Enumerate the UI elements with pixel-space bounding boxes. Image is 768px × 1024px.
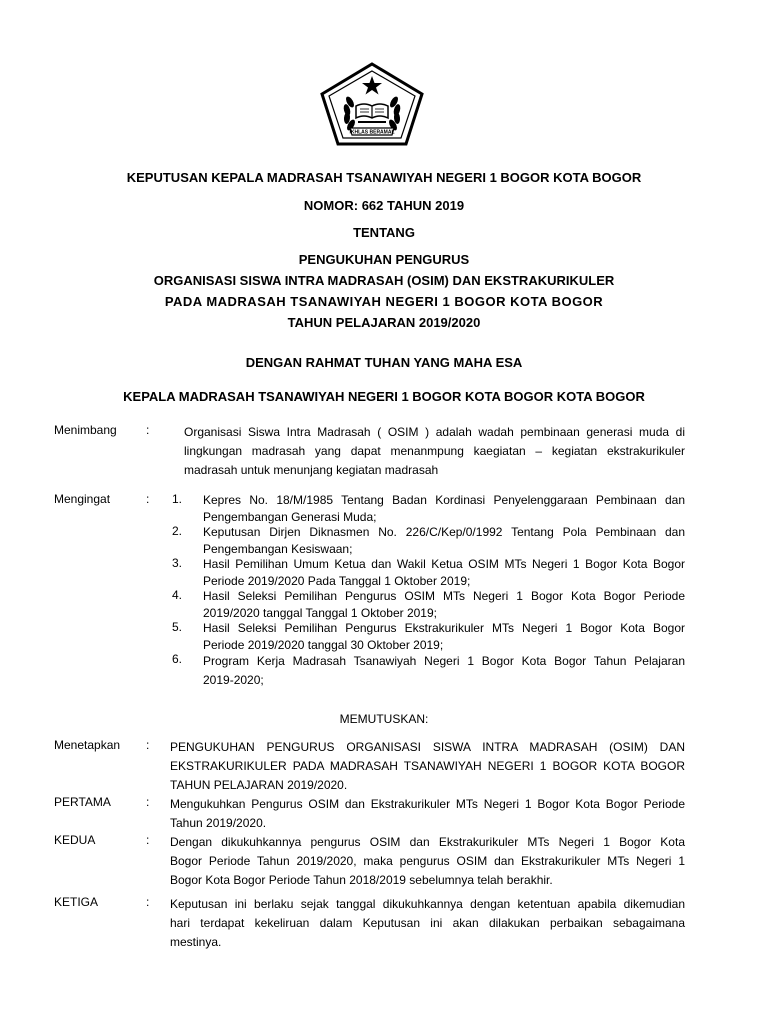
document-title: KEPUTUSAN KEPALA MADRASAH TSANAWIYAH NEGERI 1 BOGOR KOTA BOGOR bbox=[126, 170, 642, 185]
section-label: Menetapkan bbox=[54, 738, 121, 752]
section-colon: : bbox=[146, 492, 150, 506]
svg-text:IKHLAS BERAMAL: IKHLAS BERAMAL bbox=[349, 129, 395, 136]
menetapkan-section bbox=[54, 738, 704, 798]
menetapkan-text: PENGUKUHAN PENGURUS ORGANISASI SISWA INTRA MADRASAH (OSIM) DAN EKSTRAKURIKULER PADA MADRASAH TSANAWIYAH NEGERI 1 BOGOR KOTA BOGOR TAHUN PELAJARAN 2019/2020. bbox=[170, 740, 685, 792]
section-label: KEDUA bbox=[54, 833, 96, 847]
section-label: KETIGA bbox=[54, 895, 99, 909]
subject-line-1: PENGUKUHAN PENGURUS bbox=[298, 252, 470, 267]
kedua-text: Dengan dikukuhkannya pengurus OSIM dan Ekstrakurikuler MTs Negeri 1 Bogor Kota Bogor Periode Tahun 2019/2020, maka pengurus OSIM dan Ekstrakurikuler MTs Negeri 1 Bogor Kota Bogor Periode Tahun 2018/2019 sebelumnya telah berakhir. bbox=[170, 835, 685, 887]
section-colon: : bbox=[146, 833, 150, 847]
authority-line: KEPALA MADRASAH TSANAWIYAH NEGERI 1 BOGOR KOTA BOGOR KOTA BOGOR bbox=[123, 389, 645, 404]
section-colon: : bbox=[146, 423, 150, 437]
memutuskan-heading: MEMUTUSKAN: bbox=[339, 712, 429, 726]
subject-line-3: PADA MADRASAH TSANAWIYAH NEGERI 1 BOGOR KOTA BOGOR bbox=[164, 294, 604, 309]
section-colon: : bbox=[146, 738, 150, 752]
tentang-heading: TENTANG bbox=[353, 225, 415, 240]
section-colon: : bbox=[146, 795, 150, 809]
section-colon: : bbox=[146, 895, 150, 909]
menimbang-section bbox=[54, 423, 704, 483]
section-label: Mengingat bbox=[54, 492, 111, 506]
pertama-text: Mengukuhkan Pengurus OSIM dan Ekstrakurikuler MTs Negeri 1 Bogor Kota Bogor Periode Tahun 2019/2020. bbox=[170, 797, 685, 830]
menimbang-text: Organisasi Siswa Intra Madrasah ( OSIM ) adalah wadah pembinaan generasi muda di lingkungan madrasah yang dapat menanmpung kaegiatan – kegiatan ekstrakurikuler madrasah untuk menunjang kegiatan madrasah bbox=[184, 425, 685, 477]
subject-line-4: TAHUN PELAJARAN 2019/2020 bbox=[287, 315, 481, 330]
subject-line-2: ORGANISASI SISWA INTRA MADRASAH (OSIM) DAN EKSTRAKURIKULER bbox=[153, 273, 615, 288]
blessing-line: DENGAN RAHMAT TUHAN YANG MAHA ESA bbox=[245, 355, 523, 370]
mengingat-section: Mengingat : 1. Kepres No. 18/M/1985 Tentang Badan Kordinasi Penyelenggaraan Pembinaan dan Pengembangan Generasi Muda; 2. Keputusan Dirjen Diknasmen No. 226/C/Kep/0/1992 Tentang Pola Pembinaan dan Pengembangan Kesiswaan; 3. Hasil Pemilihan Umum Ketua dan Wakil Ketua OSIM MTs Negeri 1 Bogor Kota Bogor Periode 2019/2020 Pada Tanggal 1 Oktober 2019; 4. Hasil Seleksi Pemilihan Pengurus OSIM MTs Negeri 1 Bogor Kota Bogor Periode 2019/2020 tanggal Tanggal 1 Oktober 2019; 5. Hasil Seleksi Pemilihan Pengurus Ekstrakurikuler MTs Negeri 1 Bogor Kota Bogor Periode 2019/2020 tanggal 30 Oktober 2019; 6. Program Kerja Madrasah Tsanawiyah Negeri 1 Bogor Kota Bogor Tahun Pelajaran 2019-2020; bbox=[54, 492, 685, 687]
pertama-section bbox=[54, 795, 704, 835]
section-label: Menimbang bbox=[54, 423, 117, 437]
kemenag-logo-icon bbox=[320, 62, 424, 146]
section-label: PERTAMA bbox=[54, 795, 111, 809]
ketiga-text: Keputusan ini berlaku sejak tanggal dikukuhkannya dengan ketentuan apabila dikemudian hari terdapat kekeliruan dalam Keputusan ini akan dilakukan perbaikan sebagaimana mestinya. bbox=[170, 897, 685, 949]
document-number: NOMOR: 662 TAHUN 2019 bbox=[303, 198, 465, 213]
kedua-section bbox=[54, 833, 704, 893]
ketiga-section bbox=[54, 895, 704, 955]
